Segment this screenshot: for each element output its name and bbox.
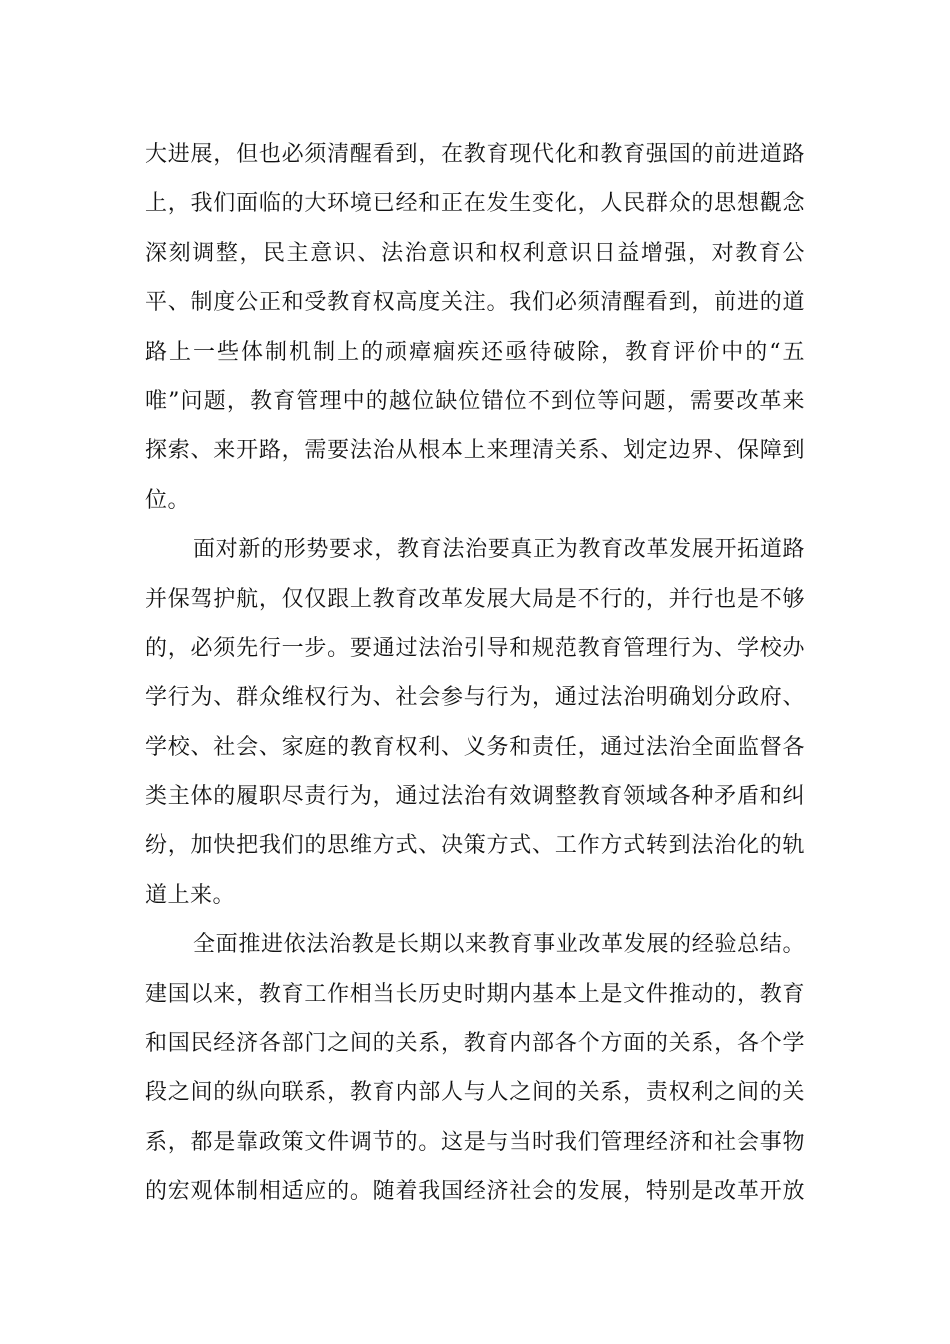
text-line: 建国以来，教育工作相当长历史时期内基本上是文件推动的，教育	[145, 981, 805, 1007]
text-line: 并保驾护航，仅仅跟上教育改革发展大局是不行的，并行也是不够	[145, 586, 805, 612]
text-line: 的，必须先行一步。要通过法治引导和规范教育管理行为、学校办	[145, 635, 805, 661]
text-line: 的宏观体制相适应的。随着我国经济社会的发展，特别是改革开放	[145, 1179, 805, 1205]
text-line: 道上来。	[145, 882, 236, 908]
text-line: 探索、来开路，需要法治从根本上来理清关系、划定边界、保障到	[145, 438, 805, 464]
text-line: 平、制度公正和受教育权高度关注。我们必须清醒看到，前进的道	[145, 290, 805, 316]
text-line: 段之间的纵向联系，教育内部人与人之间的关系，责权利之间的关	[145, 1080, 805, 1106]
text-line: 和国民经济各部门之间的关系，教育内部各个方面的关系，各个学	[145, 1031, 805, 1057]
text-line: 大进展，但也必须清醒看到，在教育现代化和教育强国的前进道路	[145, 142, 805, 167]
text-line: 系，都是靠政策文件调节的。这是与当时我们管理经济和社会事物	[145, 1129, 805, 1155]
text-line: 学校、社会、家庭的教育权利、义务和责任，通过法治全面监督各	[145, 734, 805, 760]
text-line: 学行为、群众维权行为、社会参与行为，通过法治明确划分政府、	[145, 685, 805, 711]
text-line: 全面推进依法治教是长期以来教育事业改革发展的经验总结。	[193, 932, 805, 958]
text-line: 类主体的履职尽责行为，通过法治有效调整教育领域各种矛盾和纠	[145, 784, 805, 810]
document-body	[145, 130, 805, 1217]
text-line: 路上一些体制机制上的顽瘴痼疾还亟待破除，教育评价中的“五	[145, 339, 805, 365]
text-line: 面对新的形势要求，教育法治要真正为教育改革发展开拓道路	[193, 537, 805, 563]
text-line: 位。	[145, 487, 191, 513]
text-line: 深刻调整，民主意识、法治意识和权利意识日益增强，对教育公	[145, 240, 805, 266]
text-line: 唯”问题，教育管理中的越位缺位错位不到位等问题，需要改革来	[145, 388, 805, 414]
text-line: 上，我们面临的大环境已经和正在发生变化，人民群众的思想觀念	[145, 191, 805, 217]
text-line: 纷，加快把我们的思维方式、决策方式、工作方式转到法治化的轨	[145, 833, 805, 859]
